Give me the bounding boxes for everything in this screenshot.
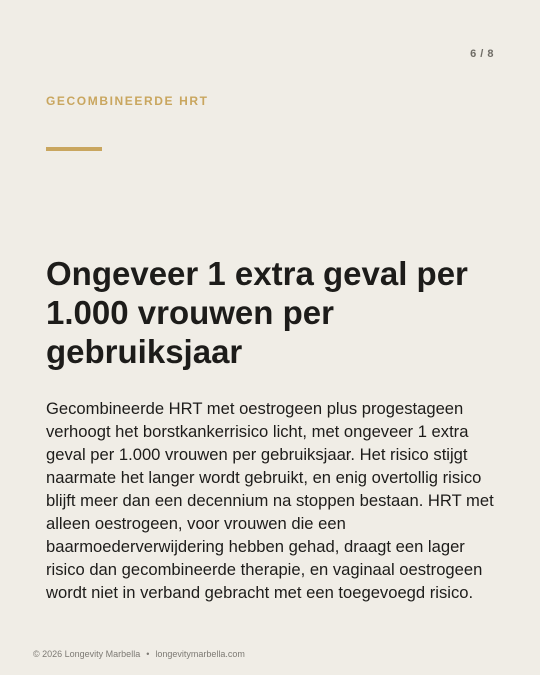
- body-paragraph: Gecombineerde HRT met oestrogeen plus progestageen verhoogt het borstkankerrisico licht, met ongeveer 1 extra geval per 1.000 vrouwen per gebruiksjaar. Het risico stijgt naarmate het langer wordt gebruikt, en enig overtollig risico blijft meer dan een decennium na stoppen bestaan. HRT met alleen oestrogeen, voor vrouwen die een baarmoederverwijdering hebben gehad, draagt een lager risico dan gecombineerde therapie, en vaginaal oestrogeen wordt niet in verband gebracht met een toegevoegd risico.: [46, 399, 494, 602]
- accent-rule: [46, 147, 102, 151]
- footer-copyright: © 2026 Longevity Marbella: [33, 649, 141, 659]
- section-kicker: GECOMBINEERDE HRT: [46, 94, 209, 108]
- headline: Ongeveer 1 extra geval per 1.000 vrouwen per gebruiksjaar: [46, 255, 468, 370]
- footer: [33, 649, 245, 659]
- footer-separator: •: [146, 649, 150, 659]
- footer-website: longevitymarbella.com: [155, 649, 245, 659]
- page-counter: 6 / 8: [470, 48, 494, 60]
